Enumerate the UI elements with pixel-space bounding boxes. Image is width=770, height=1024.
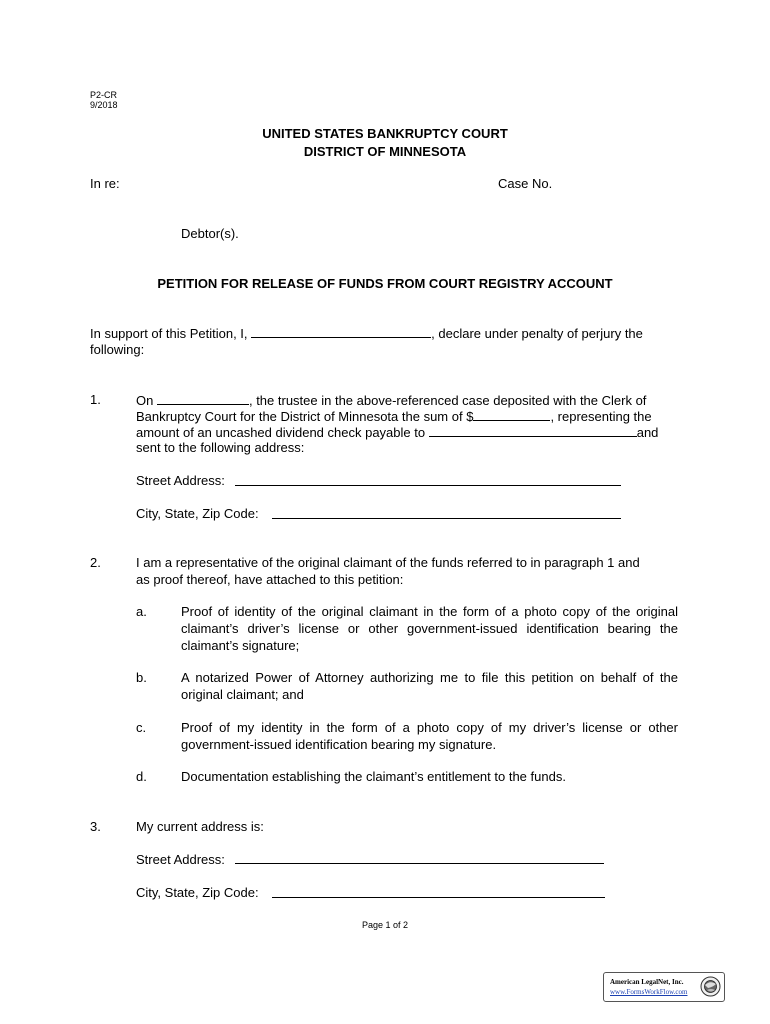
para2-number: 2. bbox=[90, 555, 101, 570]
american-legalnet-logo[interactable] bbox=[603, 972, 725, 1002]
logo-website-link[interactable]: www.FormsWorkFlow.com bbox=[610, 988, 688, 996]
para3-text: My current address is: bbox=[136, 819, 264, 834]
court-name: UNITED STATES BANKRUPTCY COURT bbox=[262, 126, 508, 141]
para1-city-field[interactable] bbox=[272, 518, 621, 519]
para1-text-representing: , representing the bbox=[550, 409, 652, 424]
intro-text-1: In support of this Petition, I, bbox=[90, 326, 248, 341]
para2-line-1: I am a representative of the original claimant of the funds referred to in paragraph 1 and bbox=[136, 555, 640, 570]
case-no-label: Case No. bbox=[498, 176, 553, 191]
para1-street-label: Street Address: bbox=[136, 473, 225, 488]
logo-company-name: American LegalNet, Inc. bbox=[610, 978, 684, 986]
court-district: DISTRICT OF MINNESOTA bbox=[303, 144, 467, 159]
item-b-text: A notarized Power of Attorney authorizing me to file this petition on behalf of the original claimant; and bbox=[181, 670, 678, 702]
para1-street-field[interactable] bbox=[235, 485, 621, 486]
item-d-text: Documentation establishing the claimant’s entitlement to the funds. bbox=[181, 769, 566, 784]
para1-city-label: City, State, Zip Code: bbox=[136, 506, 259, 521]
para3-street-field[interactable] bbox=[235, 863, 604, 864]
form-date: 9/2018 bbox=[90, 100, 118, 110]
page-number: Page 1 of 2 bbox=[361, 920, 409, 930]
debtor-label: Debtor(s). bbox=[181, 226, 239, 241]
para3-city-field[interactable] bbox=[272, 897, 605, 898]
para3-city-label: City, State, Zip Code: bbox=[136, 885, 259, 900]
item-b-letter: b. bbox=[136, 670, 147, 685]
para1-text-sum: Bankruptcy Court for the District of Minnesota the sum of $ bbox=[136, 409, 474, 424]
para1-number: 1. bbox=[90, 392, 101, 407]
para1-text-b: , the trustee in the above-referenced case deposited with the Clerk of bbox=[248, 393, 647, 408]
deposit-amount-field[interactable] bbox=[473, 407, 550, 421]
petition-title: PETITION FOR RELEASE OF FUNDS FROM COURT REGISTRY ACCOUNT bbox=[157, 276, 613, 291]
deposit-date-field[interactable] bbox=[157, 391, 249, 405]
para3-street-label: Street Address: bbox=[136, 852, 225, 867]
para2-line-2: as proof thereof, have attached to this petition: bbox=[136, 572, 404, 587]
para1-line-4: sent to the following address: bbox=[136, 440, 305, 455]
para1-text-on: On bbox=[136, 393, 154, 408]
item-a-text: Proof of identity of the original claimant in the form of a photo copy of the original claimant’s driver’s license or other government-issued identification bearing the claimant’s signature; bbox=[181, 604, 678, 653]
intro-text-2: , declare under penalty of perjury the bbox=[431, 326, 643, 341]
in-re-label: In re: bbox=[90, 176, 120, 191]
item-c-text: Proof of my identity in the form of a photo copy of my driver’s license or other government-issued identification bearing my signature. bbox=[181, 720, 678, 752]
para3-number: 3. bbox=[90, 819, 101, 834]
intro-line-1 bbox=[90, 324, 643, 342]
item-a-letter: a. bbox=[136, 604, 147, 619]
para1-text-and: and bbox=[636, 425, 659, 440]
intro-line-2: following: bbox=[90, 342, 145, 357]
form-id: P2-CR bbox=[90, 90, 118, 100]
globe-icon bbox=[700, 976, 721, 997]
payee-name-field[interactable] bbox=[429, 423, 637, 437]
petitioner-name-field[interactable] bbox=[251, 324, 431, 338]
item-d-letter: d. bbox=[136, 769, 147, 784]
para1-text-payable: amount of an uncashed dividend check payable to bbox=[136, 425, 426, 440]
item-c-letter: c. bbox=[136, 720, 147, 735]
